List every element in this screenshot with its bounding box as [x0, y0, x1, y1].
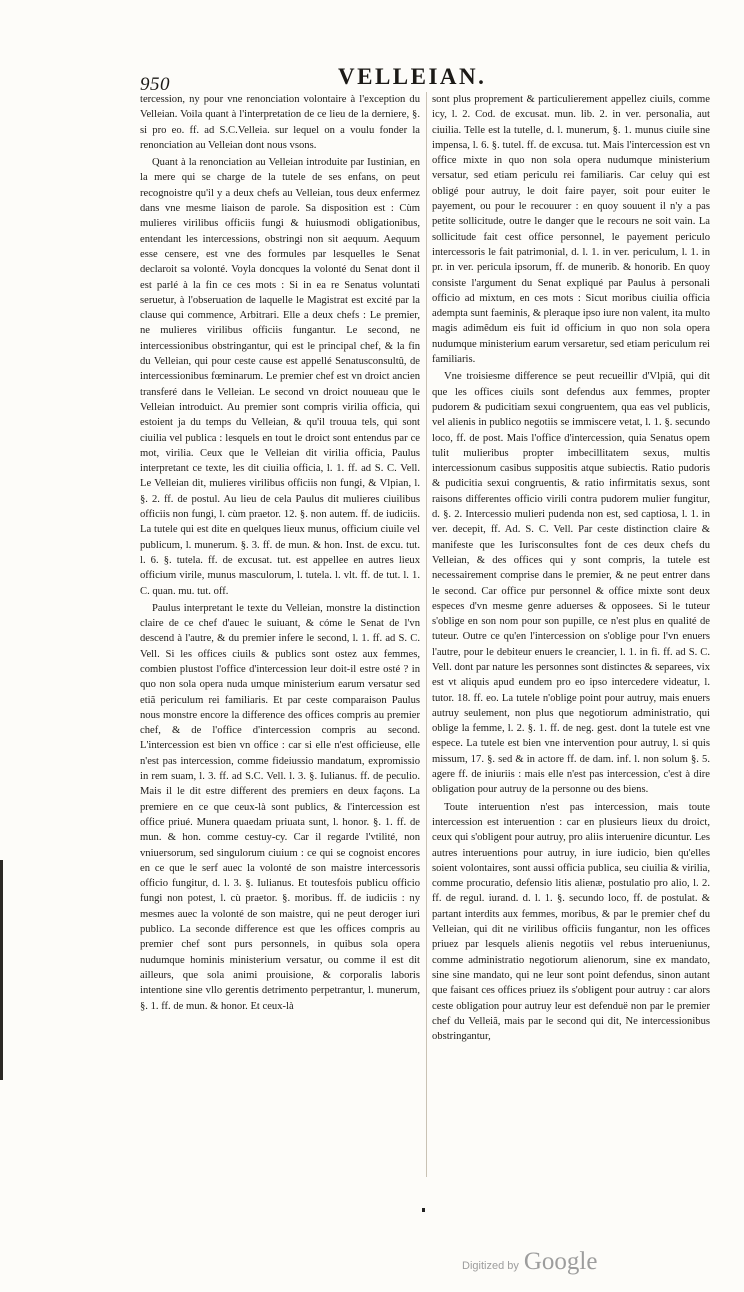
google-logo: Google [523, 1248, 598, 1275]
left-column [140, 92, 420, 1182]
column-gutter [426, 92, 427, 1177]
paragraph: sont plus proprement & particulierement appellez ciuils, comme icy, l. 2. Cod. de excusat. mun. lib. 2. in ver. personalia, aut ciuilia. Telle est la tutelle, d. l. munerum, §. 1. munus ciuile sine impensa, l. 6. §. tutel. ff. de excusa. tut. Mais l'intercession est vn office mixte in quo non sola opera nudumque ministerium versatur, sed etiam periculu rei familiaris. Car celuy qui est obligé pour autruy, le doit faire payer, soit pour euiter le payement, ou pour le recouurer : en quoy souuent il n'y a pas petite sollicitude, outre le danger que le recours ne soit vain. La sollicitude fait cest office personnel, le payement periculo intercessoris le fait patrimonial, d. l. 1. in ver. periculum, l. 1. in pr. in ver. pericula ipsorum, ff. de munerib. & honorib. En quoy consiste l'argument du Senat expliqué par Paulus à personali officio ad mixtum, en ces mots : Sicut moribus ciuilia officia adempta sunt faeminis, & pleraque ipso iure non valent, ita multo magis adimẽdum eis fuit id officium in quo non sola opera nudumque ministerium earum versaretur, sed etiam periculum rei familiaris. [432, 94, 710, 366]
paragraph: tercession, ny pour vne renonciation volontaire à l'exception du Velleian. Voila quant à l'interpretation de ce lieu de la derniere, §. si pro eo. ff. ad S.C.Velleia. sur lequel on a voulu fonder la renonciation au Velleian dont nous vsons. [140, 94, 420, 151]
paragraph: Quant à la renonciation au Velleian introduite par Iustinian, en la mere qui se charge de la tutele de ses enfans, on peut recognoistre qu'il y a deux chefs au Velleian, tous deux enfermez dans vne mesme liaison de parole. Sa disposition est : Cùm mulieres virilibus officiis fungi & huiusmodi obligationibus, entendant les intercessions, obstringi non sit aequum. Aequum esse censere, est vne des formules par lesquelles le Senat declaroit sa volonté. Voyla doncques la volonté du Senat dont il est parlé à la fin ce ces mots : Si in ea re Senatus voluntati seruetur, à l'obseruation de laquelle le Magistrat est excité par la clause qui commence, Arbitrari. Elle a deux chefs : Le premier, ne mulieres virilibus officiis fungantur. Le second, ne intercessionibus obstringantur, qui est le principal chef, & la fin du Velleian, qui pour ceste cause est appellé Senatusconsultû, de intercessionibus fœminarum. Le premier chef est vn droict ancien transferé dans le Velleian. Le second vn droict nouueau que le Velleian introduict. Au premier sont compris virilia officia, qui estoient ja du temps du Velleian, & qu'il trouua tels, qui sont ciuilia vel publica : lesquels en tout le droict sont entendus par ce mot, virilia. Ceux que le Velleian dit virilia officia, Paulus interpretant ce texte, les dit ciuilia officia, l. 1. ff. ad S. C. Vell. Le Velleian dit, mulieres virilibus officiis non fungi, & Vlpian, l. §. 2. ff. de postul. Au lieu de cela Paulus dit mulieres ciuilibus officiis non fungi, l. cùm praetor. 12. §. non autem. ff. de iudiciis. La tutele qui est dite en quelques lieux munus, officium ciuile vel publicum, l. munerum. §. 3. ff. de mun. & hon. Inst. de excu. tut. l. 6. §. tutela. ff. de excusat. tut. est appellee en autres lieux officium virile, munus masculorum, l. tutela. l. vlt. ff. de tut. l. 1. C. quan. mu. tut. off. [140, 157, 420, 597]
digitized-by-label: Digitized by [462, 1260, 519, 1272]
page-number: 950 [140, 74, 170, 95]
digitized-watermark [462, 1248, 597, 1276]
paragraph: Toute interuention n'est pas intercession, mais toute intercession est interuention : car en plusieurs lieux du droict, ceux qui s'obligent pour autruy, pro aliis interuenire dicuntur. Les autres interuentions pour autruy, in iure iudicio, bien qu'elles soient volontaires, sont aussi officia publica, seu ciuilia & virilia, comme procuratio, defensio litis alienæ, postulatio pro alio, l. 2. ff. de regul. iurand. d. l. 1. §. secundo loco, ff. de postulat. & partant interdits aux femmes, moribus, & par le premier chef du Velleian, qui dit ne virilibus officiis fungantur, non les offices priuez par lesquels alienis negotiis vel rebus interueniunus, comme administratio negotiorum alienorum, sine ex mandato, sine sine mandato, qui ne leur sont point defendus, sinon autant que faisant ces offices priuez ils s'obligent pour autruy : car alors ceste obligation pour autruy leur est defenduë non par le premier chef du Velleiã, mais par le second qui dit, Ne intercessionibus obstringantur, [432, 801, 710, 1043]
page-edge-shadow [0, 860, 3, 1080]
paragraph: Vne troisiesme difference se peut recueillir d'Vlpiã, qui dit que les offices ciuils sont defendus aux femmes, propter pudorem & pudicitiam sexui congruentem, qua eas vel publicis, vel alienis in publico negotiis se immiscere vetat, l. 1. §. secundo loco, ff. de post. Mais l'office d'intercession, quia Senatus opem tulit mulieribus propter imbecillitatem sexus, multis intercessionum casibus suppositis atque subiectis. Ratio pudoris & pudicitia sexui congruentis, & ratio infirmitatis sexus, sont raisons differentes officio virili contra pudorem mulier fungitur, d. §. 2. Intercessio mulieri pudenda non est, sed captiosa, l. 1. in ver. decepit, ff. Ad. S. C. Vell. Par ceste distinction claire & manifeste que les Iurisconsultes font de ces deux chefs du Velleian, & des offices qui y sont compris, la tutele est necessairement comprise dans le premier, & ne peut entrer dans le second. Car office pur personnel & office mixte sont deux especes d'vn mesme genre aduerses & opposees. Si le tuteur s'oblige en son nom pour son pupille, ce n'est plus en qualité de tuteur. Outre ce qu'en l'intercession on s'oblige pour l'vn enuers l'autre, pour le debiteur enuers le creancier, l. 1. in fi. ff. ad S. C. Vell. dont par nature les personnes sont distinctes & separees, vix est vt aliquis apud eundem pro eo ipso intercedere videatur, l. tutor. 18. ff. eo. La tutele n'oblige point pour autruy, mais enuers autruy seulement, non plus que negotiorum administratio, qui oblige la femme, l. 2. §. 1. ff. de neg. gest. dont la tutele est vne espece. La tutele est bien vne intervention pour autruy, l. si quis missum, 17. §. sed & in actore ff. de dam. inf. l. non solum §. 5. agere ff. de iniuriis : mais elle n'est pas intercession, c'est à dire obligation pour autruy de la personne ou des biens. [432, 371, 710, 796]
running-head: VELLEIAN. [338, 64, 487, 89]
right-column [432, 92, 710, 1182]
paragraph: Paulus interpretant le texte du Velleian, monstre la distinction claire de ce chef d'auec le suiuant, & cóme le Senat de l'vn descend à l'autre, & du premier infere le second, l. 1. ff. ad S. C. Vell. Si les offices ciuils & publics sont ostez aux femmes, combien plustost l'office d'intercession leur doit-il estre osté ? in quo non sola opera nuda umque ministerium earum versatur sed etiã periculum rei familiaris. Et par ceste comparaison Paulus nous monstre encore la difference des offices compris au premier chef, & de l'office d'intercession compris au second. L'intercession est bien vn office : car si elle n'est officieuse, elle n'est pas intercession, comme fideiussio mandatum, expromissio in rem suam, l. 3. ff. ad S.C. Vell. l. 3. §. Iulianus. ff. de peculio. Mais il le dit estre different des premiers en deux façons. La premiere en ce que ceux-là sont publics, & l'intercession est office priué. Munera quaedam priuata sunt, l. honor. §. 1. ff. de mun. & hon. comme cestuy-cy. Car il regarde l'vtilité, non vniuersorum, sed singulorum ciuium : ce qui se cognoist encores en ce que le serf auec la volonté de son maistre intercessoris officio fungitur, d. l. 3. §. Iulianus. Et toutesfois publicu officio fungi non potest, l. cù praetor. §. moribus. ff. de iudiciis : ny mesmes auec la volonté de son maistre, qui ne peut deroger iuri publico. La seconde difference est que les offices compris au premier chef sont purs personnels, in quibus sola opera nudumque hominis ministerium versatur, ou comme il est dit ailleurs, que sola animi prouisione, & corporalis laboris intentione sine vllo gerentis detrimento perpetrantur, l. munerum, §. 1. ff. de mun. & honor. Et ceux-là [140, 602, 420, 1012]
footer-mark [422, 1208, 425, 1212]
